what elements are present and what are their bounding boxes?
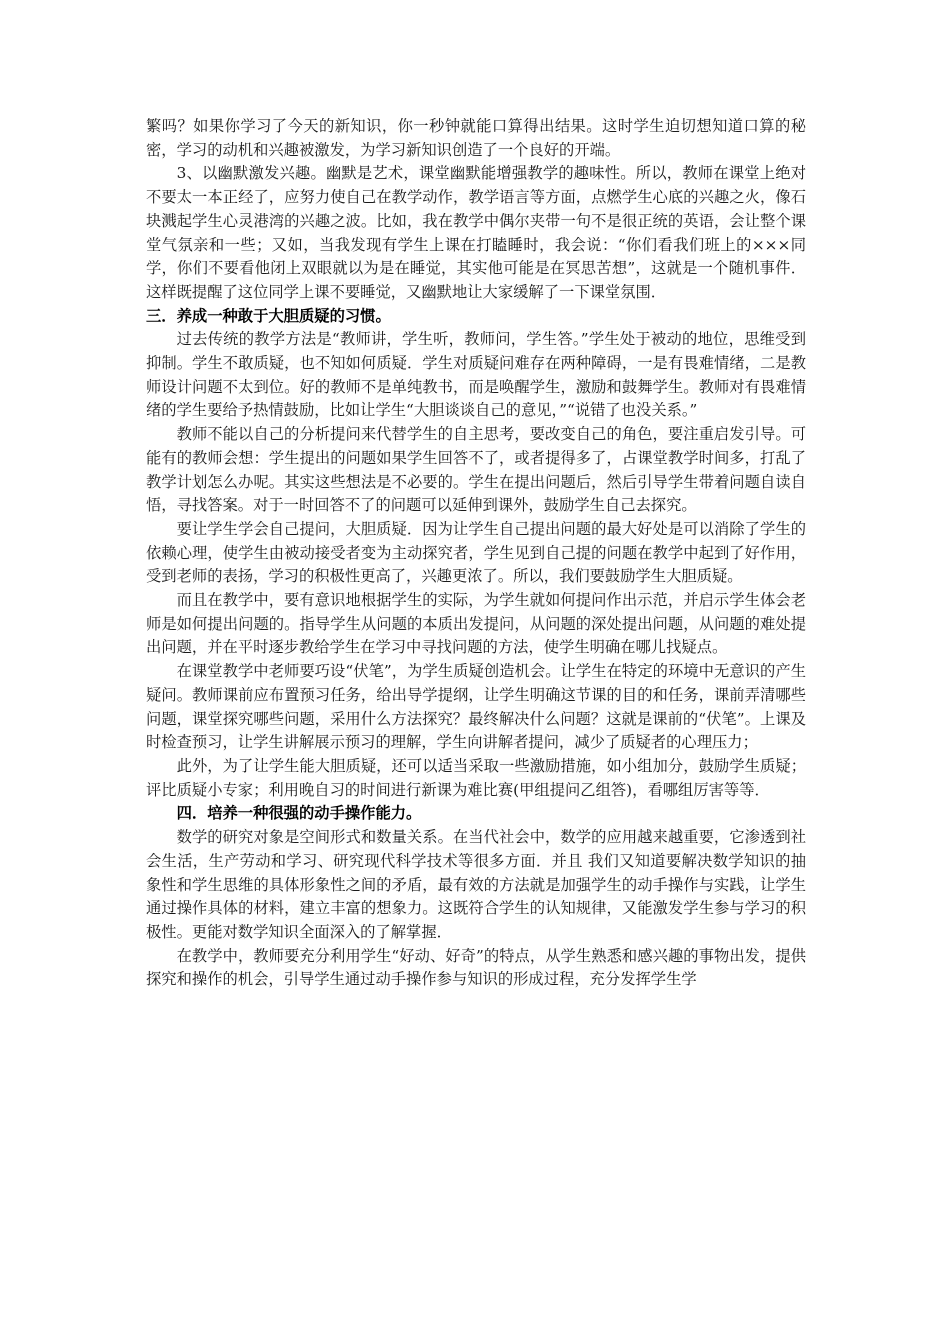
paragraph-hands-on: 在教学中，教师要充分利用学生“好动、好奇”的特点，从学生熟悉和感兴趣的事物出发，提供探究和操作的机会，引导学生通过动手操作参与知识的形成过程，充分发挥学生学 (146, 946, 806, 989)
paragraph-self-questioning: 要让学生学会自己提问，大胆质疑．因为让学生自己提出问题的最大好处是可以消除了学生的依赖心理，使学生由被动接受者变为主动探究者，学生见到自己提的问题在教学中起到了好作用，受到老师的表扬，学习的积极性更高了，兴趣更浓了。所以，我们要鼓励学生大胆质疑。 (146, 519, 806, 586)
paragraph-math-research: 数学的研究对象是空间形式和数量关系。在当代社会中，数学的应用越来越重要，它渗透到社会生活，生产劳动和学习、研究现代科学技术等很多方面．并且 我们又知道要解决数学知识的抽象性和学生思维的具体形象性之间的矛盾，最有效的方法就是加强学生的动手操作与实践，让学生通过操作具体的材料，建立丰富的想象力。这既符合学生的认知规律，又能激发学生参与学习的积极性。更能对数学知识全面深入的了解掌握． (146, 828, 806, 941)
paragraph-humor-interest: 3、以幽默激发兴趣。幽默是艺术，课堂幽默能增强教学的趣味性。所以，教师在课堂上绝对不要太一本正经了，应努力使自己在教学动作，教学语言等方面，点燃学生心底的兴趣之火，像石块溅起学生心灵港湾的兴趣之波。比如，我在教学中偶尔夹带一句不是很正统的英语，会让整个课堂气氛亲和一些；又如，当我发现有学生上课在打瞌睡时，我会说：“你们看我们班上的×××同学，你们不要看他闭上双眼就以为是在睡觉，其实他可能是在冥思苦想”，这就是一个随机事件．这样既提醒了这位同学上课不要睡觉，又幽默地让大家缓解了一下课堂氛围． (146, 164, 806, 301)
paragraph-foreshadowing: 在课堂教学中老师要巧设“伏笔”，为学生质疑创造机会。让学生在特定的环境中无意识的产生疑问。教师课前应布置预习任务，给出导学提纲，让学生明确这节课的目的和任务，课前弄清哪些问题，课堂探究哪些问题，采用什么方法探究？最终解决什么问题？这就是课前的“伏笔”。上课及时检查预习，让学生讲解展示预习的理解，学生向讲解者提问，减少了质疑者的心理压力； (146, 662, 806, 752)
paragraph-student-thinking: 教师不能以自己的分析提问来代替学生的自主思考，要改变自己的角色，要注重启发引导。可能有的教师会想：学生提出的问题如果学生回答不了，或者提得多了，占课堂教学时间多，打乱了教学计划怎么办呢。其实这些想法是不必要的。学生在提出问题后，然后引导学生带着问题自读自悟，寻找答案。对于一时回答不了的问题可以延伸到课外，鼓励学生自己去探究。 (146, 425, 806, 515)
section-heading-4: 四．培养一种很强的动手操作能力。 (176, 804, 422, 823)
paragraph-traditional-method: 过去传统的教学方法是“教师讲，学生听，教师问，学生答。”学生处于被动的地位，思维受到抑制。学生不敢质疑，也不知如何质疑．学生对质疑问难存在两种障碍，一是有畏难情绪，二是教师设计问题不太到位。好的教师不是单纯教书，而是唤醒学生，激励和鼓舞学生。教师对有畏难情绪的学生要给予热情鼓励，比如让学生“大胆谈谈自己的意见，”“说错了也没关系。” (146, 330, 806, 420)
document-body (146, 115, 806, 992)
paragraph-incentives: 此外，为了让学生能大胆质疑，还可以适当采取一些激励措施，如小组加分，鼓励学生质疑；评比质疑小专家；利用晚自习的时间进行新课为难比赛(甲组提问乙组答)，看哪组厉害等等． (146, 756, 806, 799)
paragraph-continuation: 繁吗？如果你学习了今天的新知识，你一秒钟就能口算得出结果。这时学生迫切想知道口算的秘密，学习的动机和兴趣被激发，为学习新知识创造了一个良好的开端。 (146, 117, 806, 159)
section-heading-3: 三．养成一种敢于大胆质疑的习惯。 (146, 306, 391, 325)
paragraph-demonstration: 而且在教学中，要有意识地根据学生的实际，为学生就如何提问作出示范，并启示学生体会老师是如何提出问题的。指导学生从问题的本质出发提问，从问题的深处提出问题，从问题的难处提出问题，并在平时逐步教给学生在学习中寻找问题的方法，使学生明确在哪儿找疑点。 (146, 591, 806, 657)
